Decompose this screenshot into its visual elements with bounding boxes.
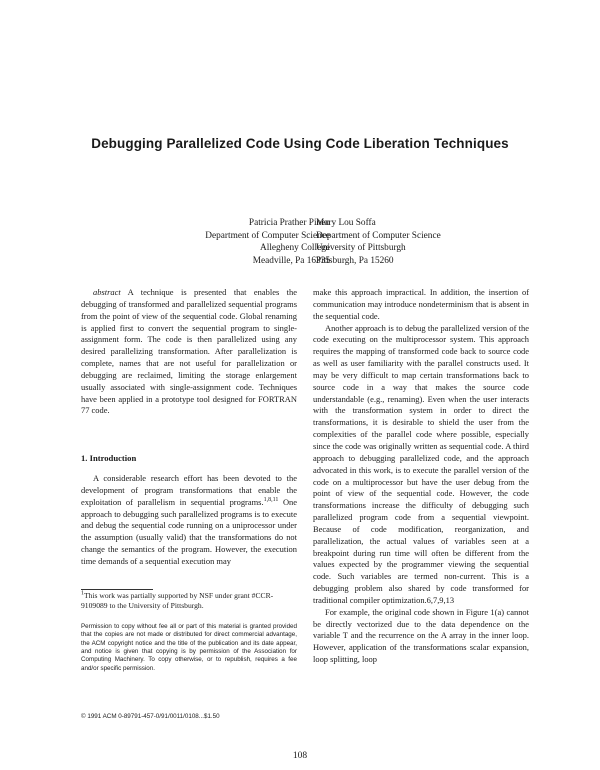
author-affiliation: Allegheny College <box>260 243 330 254</box>
footnote-text: This work was partially supported by NSF under grant #CCR-9109089 to the University of Pittsburgh. <box>81 591 274 611</box>
footnote <box>81 591 297 612</box>
author-location: Pittsburgh, Pa 15260 <box>316 255 394 266</box>
author-name: Mary Lou Soffa <box>316 218 376 228</box>
body-paragraph: For example, the original code shown in Figure 1(a) cannot be directly vectorized due to the data dependence on the variable T and the recurrence on the A array in the inner loop. However, application of the transformations scalar expansion, loop splitting, loop <box>313 606 529 665</box>
author-department: Department of Computer Science <box>205 230 330 241</box>
citation-ref: 1,8,11 <box>263 496 279 503</box>
footnote-mark: 1 <box>81 590 84 597</box>
paper-title: Debugging Parallelized Code Using Code Liberation Techniques <box>91 136 509 151</box>
abstract-paragraph <box>81 287 297 417</box>
page-number: 108 <box>292 751 308 761</box>
intro-column <box>81 473 297 568</box>
intro-text-a: A considerable research effort has been devoted to the development of program transformations that enable the exploitation of parallelism in sequential programs. <box>81 473 297 507</box>
abstract-text: A technique is presented that enables the debugging of transformed and parallelized sequential programs from the point of view of the sequential code. Global renaming is applied first to convert the sequential program to single-assignment form. The code is then parallelized using any desired parallelizing transformation. After parallelization is complete, names that are not useful for parallelization or debugging are reclaimed, limiting the storage enlargement usually associated with single-assignment code. Techniques have been applied in a prototype tool designed for FORTRAN 77 code. <box>81 287 297 416</box>
right-column <box>313 287 529 666</box>
author-block-1 <box>192 217 330 267</box>
footnote-rule <box>81 589 153 590</box>
intro-paragraph <box>81 473 297 568</box>
section-heading: 1. Introduction <box>81 453 137 463</box>
author-name: Patricia Prather Pineo <box>248 218 330 228</box>
author-location: Meadville, Pa 16335 <box>252 255 330 266</box>
abstract-label: abstract <box>93 287 121 297</box>
copyright-line: © 1991 ACM 0-89791-457-0/91/0011/0108...$1.50 <box>81 713 220 720</box>
body-paragraph: Another approach is to debug the parallelized version of the code executing on the multiprocessor system. This approach requires the mapping of transformed code back to source code as well as user familiarity with the parallel constructs used. It may be very difficult to map certain transformations back to source code in a way that makes the source code understandable (e.g., renaming). Even when the user interacts with the transformation system in order to direct the transformations, it is desirable to shield the user from the complexities of the parallel code where possible, especially since the code was originally written as sequential code. A third approach to debugging parallelized code, and the approach advocated in this work, is to execute the parallel version of the code on a multiprocessor but have the user debug from the point of view of the sequential code. However, the code transformations increase the difficulty of debugging such parallelized program code from a sequential viewpoint. Because of code modification, reorganization, and parallelization, the actual values of variables seen at a breakpoint during run time will often be different from the values expected by the programmer viewing the sequential code. Such variables are termed non-current. This is a debugging problem also shared by code transformed for traditional compiler optimization.6,7,9,13 <box>313 322 529 605</box>
author-affiliation: University of Pittsburgh <box>316 243 406 254</box>
body-paragraph: make this approach impractical. In addition, the insertion of communication may introduce nondeterminism that is absent in the sequential code. <box>313 287 529 321</box>
author-department: Department of Computer Science <box>316 230 441 241</box>
intro-text-b: One approach to debugging such parallelized programs is to execute and debug the sequential code running on a uniprocessor under the assumption (usually valid) that the transformations do not change the semantics of the program. However, the execution time demands of a sequential execution may <box>81 496 297 566</box>
permission-notice: Permission to copy without fee all or part of this material is granted provided that the copies are not made or distributed for direct commercial advantage, the ACM copyright notice and the title of the publication and its date appear, and notice is given that copying is by permission of the Association for Computing Machinery. To copy otherwise, or to republish, requires a fee and/or specific permission. <box>81 623 297 672</box>
abstract-column <box>81 287 297 417</box>
author-block-2 <box>316 217 496 267</box>
